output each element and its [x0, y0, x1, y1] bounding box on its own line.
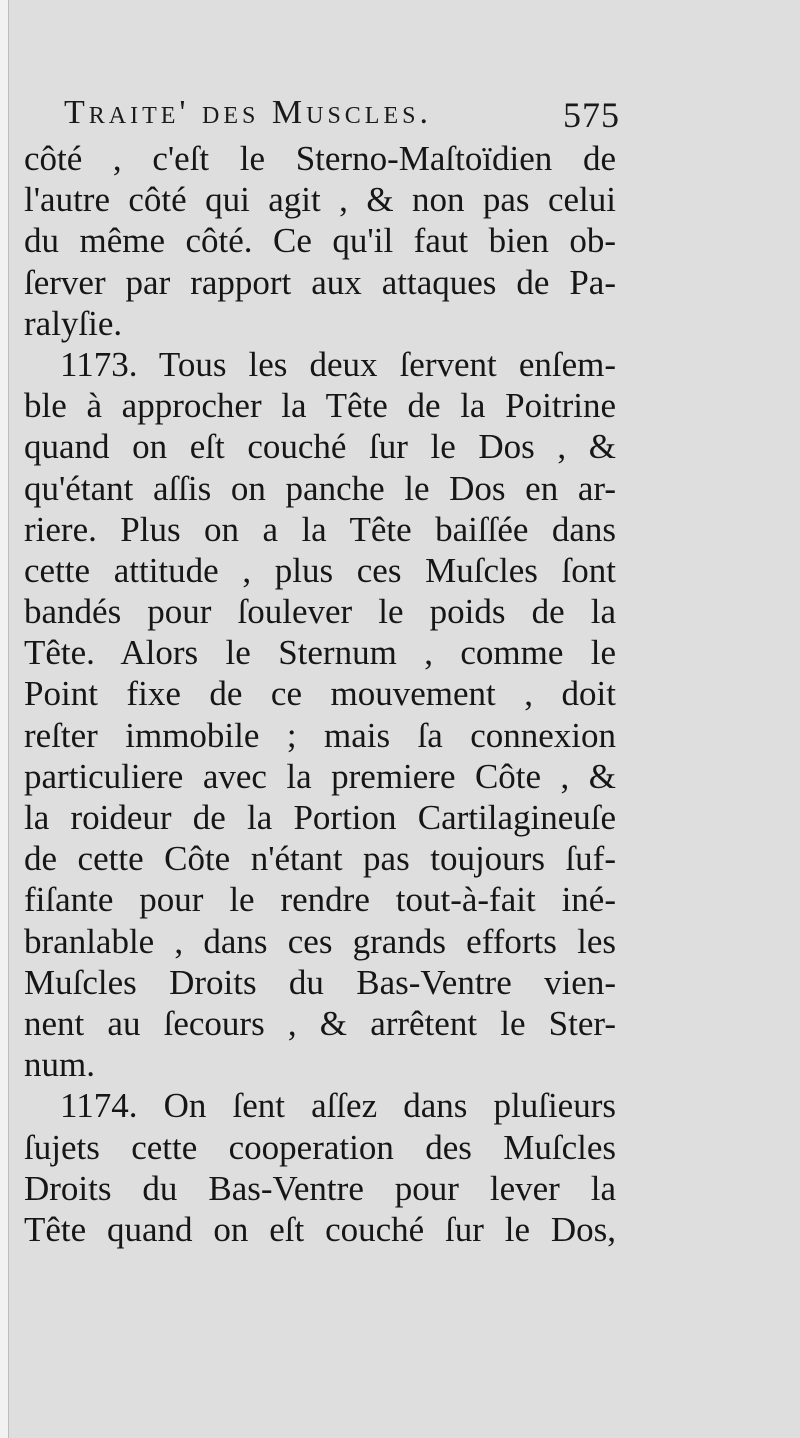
- text-line: Droits du Bas-Ventre pour lever la: [24, 1168, 616, 1208]
- text-line: riere. Plus on a la Tête baiſſée dans: [24, 509, 616, 549]
- text-line: nent au ſecours , & arrêtent le Ster-: [24, 1003, 616, 1043]
- text-line: bandés pour ſoulever le poids de la: [24, 592, 616, 632]
- page-header: [64, 94, 620, 140]
- paragraph-1173-start: 1173. Tous les deux ſervent enſem-: [60, 344, 616, 384]
- text-line: ſujets cette cooperation des Muſcles: [24, 1127, 616, 1167]
- text-line: Point fixe de ce mouvement , doit: [24, 674, 616, 714]
- text-line: Tête. Alors le Sternum , comme le: [24, 633, 616, 673]
- text-line: quand on eſt couché ſur le Dos , &: [24, 427, 616, 467]
- text-line: Muſcles Droits du Bas-Ventre vien-: [24, 962, 616, 1002]
- text-line: ralyſie.: [24, 303, 123, 343]
- text-line: côté , c'eſt le Sterno-Maſtoïdien de: [24, 139, 616, 178]
- body-text: [24, 138, 616, 1250]
- text-line: ſerver par rapport aux attaques de Pa-: [24, 262, 616, 302]
- text-line: branlable , dans ces grands efforts les: [24, 921, 616, 961]
- text-line: du même côté. Ce qu'il faut bien ob-: [24, 221, 616, 261]
- text-line: ble à approcher la Tête de la Poitrine: [24, 386, 616, 426]
- running-title: Traite' des Muscles.: [64, 94, 432, 131]
- text-line: fiſante pour le rendre tout-à-fait iné-: [24, 880, 616, 920]
- text-line: Tête quand on eſt couché ſur le Dos,: [24, 1209, 616, 1249]
- paragraph-1174-start: 1174. On ſent aſſez dans pluſieurs: [60, 1086, 616, 1126]
- text-line: la roideur de la Portion Cartilagineuſe: [24, 798, 616, 837]
- text-line: num.: [24, 1045, 95, 1085]
- page-number: 575: [563, 95, 620, 135]
- text-line: de cette Côte n'étant pas toujours ſuf-: [24, 839, 616, 879]
- page-gutter: [0, 0, 9, 1438]
- text-line: qu'étant aſſis on panche le Dos en ar-: [24, 468, 616, 508]
- text-line: cette attitude , plus ces Muſcles ſont: [24, 550, 616, 590]
- text-line: particuliere avec la premiere Côte , &: [24, 756, 616, 796]
- text-line: reſter immobile ; mais ſa connexion: [24, 715, 616, 755]
- text-line: l'autre côté qui agit , & non pas celui: [24, 180, 616, 220]
